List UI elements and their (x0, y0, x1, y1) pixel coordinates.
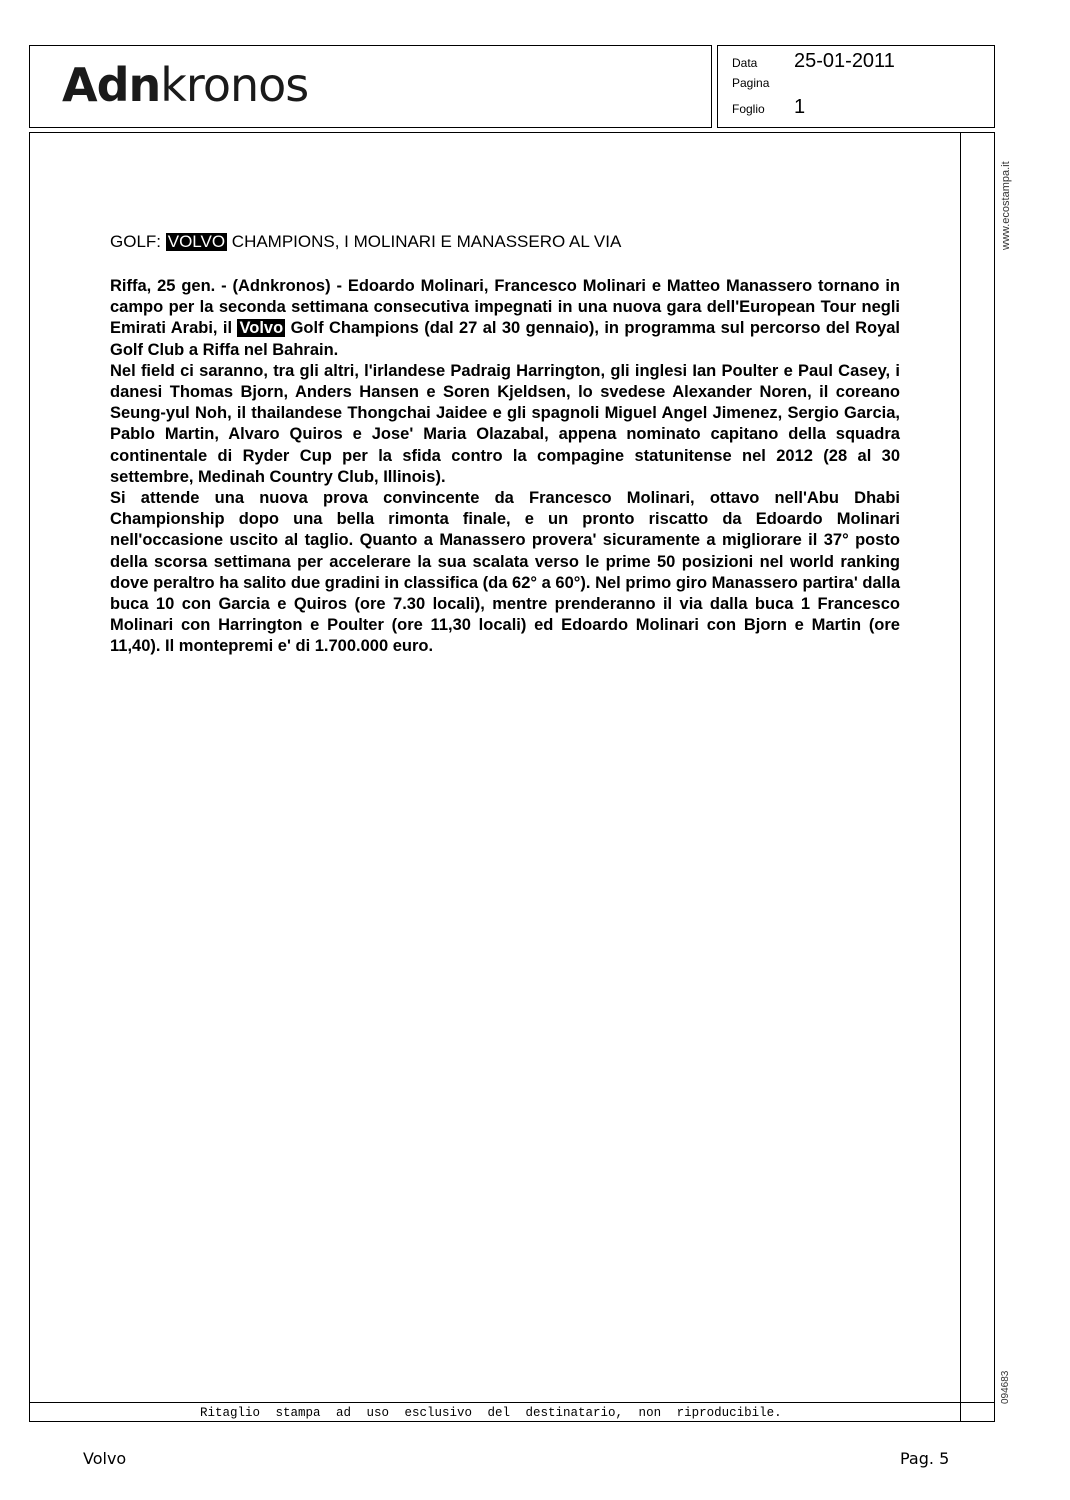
article-headline (110, 232, 621, 252)
paragraph-1-post: Golf Champions (dal 27 al 30 gennaio), in programma sul percorso del Royal Golf Club a Riffa nel Bahrain. (110, 319, 901, 359)
paragraph-1-pre: Riffa, 25 gen. - (Adnkronos) - Edoardo Molinari, Francesco Molinari e Matteo Manassero tornano in campo per la seconda settimana consecutiva impegnati in una nuova gara dell'European Tour negli Emirati Arabi, il (110, 277, 900, 338)
header-logo-box (29, 45, 712, 128)
headline-suffix: CHAMPIONS, I MOLINARI E MANASSERO AL VIA (227, 232, 622, 251)
ecostampa-url: www.ecostampa.it (1000, 161, 1012, 250)
reproduction-disclaimer: Ritaglio stampa ad uso esclusivo del destinatario, non riproducibile. (200, 1406, 782, 1420)
adnkronos-logo (62, 58, 308, 112)
paragraph-1-brand-highlight: Volvo (239, 319, 284, 338)
paragraph-1 (110, 276, 900, 361)
footer-divider (29, 1402, 995, 1403)
right-margin-divider (960, 132, 961, 1422)
article-body (110, 276, 900, 658)
footer-client-name: Volvo (83, 1449, 127, 1468)
clipping-code: 094683 (1000, 1370, 1011, 1404)
meta-row-pagina (732, 76, 794, 90)
logo-bold-part: Adn (62, 58, 161, 112)
meta-row-foglio (732, 96, 805, 119)
pagina-label: Pagina (732, 76, 770, 90)
headline-brand-highlight: VOLVO (167, 232, 226, 251)
header-meta-box (717, 45, 995, 128)
foglio-label: Foglio (732, 102, 765, 116)
data-value: 25-01-2011 (794, 50, 895, 72)
meta-row-data (732, 50, 895, 73)
headline-prefix: GOLF: (110, 232, 166, 251)
data-label: Data (732, 56, 758, 70)
paragraph-3: Si attende una nuova prova convincente da Francesco Molinari, ottavo nell'Abu Dhabi Championship dopo una bella rimonta finale, e un pronto riscatto da Edoardo Molinari nell'occasione uscito al taglio. Quanto a Manassero provera' sicuramente a migliorare il 37° posto della scorsa settimana per accelerare la sua scalata verso le prime 50 posizioni nel world ranking dove peraltro ha salito due gradini in classifica (da 62° a 60°). Nel primo giro Manassero partira' dalla buca 10 con Garcia e Quiros (ore 7.30 locali), mentre prenderanno il via dalla buca 1 Francesco Molinari con Harrington e Poulter (ore 11,30 locali) ed Edoardo Molinari con Bjorn e Martin (ore 11,40). Il montepremi e' di 1.700.000 euro. (110, 489, 900, 656)
footer-page-number: Pag. 5 (900, 1449, 950, 1468)
logo-light-part: kronos (160, 58, 309, 112)
foglio-value: 1 (794, 96, 806, 118)
paragraph-2: Nel field ci saranno, tra gli altri, l'irlandese Padraig Harrington, gli inglesi Ian Poulter e Paul Casey, i danesi Thomas Bjorn, Anders Hansen e Soren Kjeldsen, lo svedese Alexander Noren, il coreano Seung-yul Noh, il thailandese Thongchai Jaidee e gli spagnoli Miguel Angel Jimenez, Sergio Garcia, Pablo Martin, Alvaro Quiros e Jose' Maria Olazabal, appena nominato capitano della squadra continentale di Ryder Cup per la sfida contro la compagine statunitense nel 2012 (28 al 30 settembre, Medinah Country Club, Illinois). (110, 361, 900, 486)
